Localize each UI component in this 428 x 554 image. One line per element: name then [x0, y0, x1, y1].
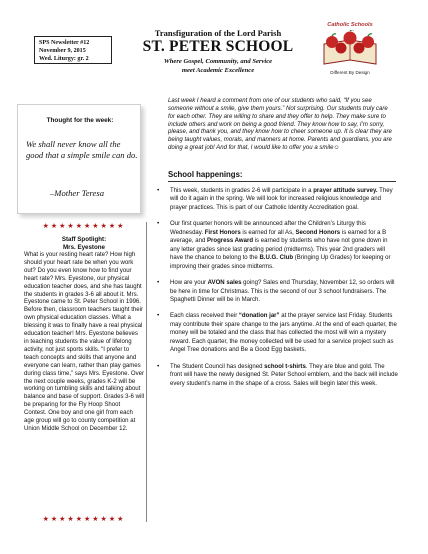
bullet-icon: •: [157, 187, 160, 194]
bold-phrase: B.U.G. Club: [259, 255, 294, 262]
school-name: ST. PETER SCHOOL: [142, 38, 294, 55]
text-run: is earned by students who have not gone down in any letter grades since last grading period (midterms). This year 2nd graders will have the chance to belong to the: [170, 238, 388, 262]
bullet-icon: •: [157, 220, 160, 228]
bullet-icon: •: [157, 312, 160, 320]
text-run: This week, students in grades 2-6 will participate in a: [170, 188, 314, 194]
text-run: How are your: [170, 280, 208, 287]
happenings-item: [155, 187, 398, 212]
bold-phrase: “donation jar”: [238, 313, 280, 320]
newsletter-info-box: [34, 36, 112, 64]
stars-bottom-divider: ★★★★★★★★★★: [42, 516, 126, 523]
motto-line-1: Where Gospel, Community, and Service: [163, 58, 273, 65]
spotlight-name: Mrs. Eyestone: [63, 243, 105, 251]
bold-phrase: AVON sales: [207, 280, 242, 287]
text-run: Our first quarter honors will be announced after the Children’s Liturgy this Wednesday.: [170, 221, 366, 236]
motto-line-2: meet Academic Excellence: [181, 67, 255, 74]
thought-author: –Mother Teresa: [49, 188, 105, 198]
text-run: is earned for a B average, and: [170, 229, 387, 245]
catholic-schools-logo: [310, 22, 390, 80]
text-run: going? Sales end Thursday, November 12, so orders will be here in time for Christmas. This is the second of our 3 school fundraisers. The Spaghetti Dinner will be in March.: [170, 280, 395, 303]
happenings-list: [155, 187, 398, 396]
thought-for-the-week-box: [17, 104, 141, 214]
parish-name: Transfiguration of the Lord Parish: [154, 28, 282, 38]
newsletter-date: November 9, 2015: [39, 48, 86, 54]
spotlight-title: Staff Spotlight:: [61, 236, 107, 243]
bullet-icon: •: [157, 362, 160, 370]
principal-intro: Last week I heard a comment from one of our students who said, “If you see someone without a smile, give them yours.” Not surprising. Our students truly care for each other. They are willing to share and they offer to help. They make sure to include others and work on being a good friend. They know how to say, I’m sorry, please, and thank you, and they know how to cheer someone up. It is clear they are being taught values, morals, and manners at home. Parents and guardians, you are doing a great job! And for that, I would like to offer you a smile☺: [168, 98, 392, 152]
staff-spotlight-sidebar: [22, 222, 147, 522]
bold-phrase: Progress Award: [206, 238, 254, 245]
apple-book-emblem-icon: [318, 30, 382, 70]
happenings-item: [155, 220, 398, 271]
spotlight-body: What is your resting heart rate? How high should your heart rate be when you work out? Do you even know how to find your heart rate? Mrs. Eyestone, our physical education teacher does, and she has taught the students in grades 3-6 all about it. Mrs. Eyestone came to St. Peter School in 1996. Before then, classroom teachers taught their own physical education classes. What a blessing it was to finally have a real physical education teacher! Mrs. Eyestone believes in teaching students the value of lifelong activity, not just sports skills. “I prefer to teach concepts and skills that anyone and everyone can learn, rather than play games during class time,” says Mrs. Eyestone. Over the next couple weeks, grades K-2 will be working on tumbling skills and talking about balance and base of support. Grades 3-6 will be preparing for the Fly Hoop Shoot Contest. One boy and one girl from each age group will go to county competition at Union Middle School on December 12.: [24, 252, 145, 432]
logo-title: Catholic Schools: [327, 22, 373, 28]
thought-quote: We shall never know all the good that a simple smile can do.: [26, 139, 138, 160]
happenings-item: [155, 363, 398, 388]
text-run: They will do it again in the spring. We will look for increased religious knowledge and prayer practices. This is part of our Catholic Identity Accreditation goal.: [170, 188, 393, 211]
bold-phrase: Second Honors: [295, 229, 341, 236]
divider: [168, 181, 396, 182]
thought-title: Thought for the week:: [46, 117, 114, 124]
happenings-heading: School happenings:: [168, 170, 243, 179]
bold-phrase: school t-shirts: [264, 363, 306, 370]
bold-phrase: prayer attitude survey.: [313, 188, 378, 194]
stars-top-divider: ★★★★★★★★★★: [42, 223, 126, 230]
text-run: is earned for all As,: [240, 229, 296, 236]
happenings-item: [155, 312, 398, 354]
newsletter-number: SPS Newsletter #12: [39, 40, 90, 46]
text-run: . They are blue and gold. The front will have the newly designed St. Peter School emblem, and the back will include every student’s name in the shape of a cross. Sales will begin later this week.: [170, 363, 398, 387]
masthead: [128, 28, 308, 75]
logo-tagline: Different By Design: [330, 70, 370, 75]
text-run: Each class received their: [170, 313, 239, 320]
happenings-item: [155, 279, 398, 304]
spotlight-heading: [22, 236, 146, 252]
bold-phrase: First Honors: [204, 229, 241, 236]
bullet-icon: •: [157, 279, 160, 287]
liturgy-info: Wed. Liturgy: gr. 2: [39, 56, 89, 62]
text-run: (Bringing Up Grades) for keeping or improving their grades since midterms.: [170, 255, 391, 270]
text-run: at the prayer service last Friday. Students may contribute their spare change to the jars anytime. At the end of each quarter, the money will be totaled and the class that has collected the most will win a mystery reward. Each quarter, the money collected will be used for a service project such as Angel Tree donations and Be a Good Egg baskets.: [170, 313, 397, 354]
text-run: The Student Council has designed: [170, 363, 265, 370]
